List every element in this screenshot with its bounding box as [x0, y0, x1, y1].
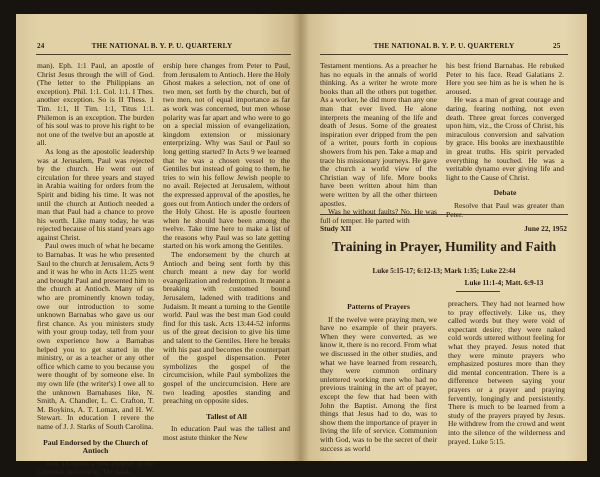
paragraph: As long as the apostolic leadership was at Jerusalem, Paul was rejected by the church. He went out of circulation for three years and stayed in Arabia waiting for orders from the Spirit and biding his time. It was not until the church at Antioch needed a man that Paul had a chance to prove his worth. Like many today, he was rejected because of his stand years ago against Christ.: [37, 146, 154, 242]
right-column-1: [320, 62, 437, 225]
section-heading: Debate: [493, 188, 517, 198]
scripture-references: Luke 5:15-17; 6:12-13; Mark 1:35; Luke 22:44: [372, 267, 516, 275]
short-rule: [456, 291, 500, 292]
paragraph: The endorsement by the church at Antioch and being sent forth by this church meant a new day for world evangelization and redemption. It meant a breaking with customed bound Jerusalem, ladened with traditions and Judaism. It meant a turning to the Gentile world. Paul was the best man God could find for this task. Acts 13:44-52 informs us of the great decision to give his time and talent to the Gentiles. Here he breaks with his past and becomes the counterpart of the gospel dispensation. Peter symbolizes the gospel of the circumcision, while Paul symbolizes the gospel of the uncircumcision. Here are two leading apostles standing and preaching on opposite sides.: [163, 250, 290, 406]
paragraph: In education Paul was the tallest and most astute thinker the New: [163, 424, 290, 442]
study-column-2: [448, 300, 565, 446]
section-heading: Patterns of Prayers: [347, 302, 410, 311]
scripture-references: Luke 11:1-4; Matt. 6:9-13: [464, 279, 544, 287]
paragraph: Testament mentions. As a preacher he has no equals in the annals of world thinking. As a writer he wrote more books than all the others put together. As a worker, he did more than any one man that ever lived. He alone interprets the meaning of the life and death of Jesus. Some of the greatest inspiration ever dripped from the pen of a writer, pours forth in copious showers from his pen. Take a map and trace his missionary journeys. He gave the church a world view of the Christian way of life. More books have been written about him than were written by all the other thirteen apostles.: [320, 61, 437, 208]
study-date: June 22, 1952: [524, 224, 567, 233]
section-heading: Paul Endorsed by the Church of Antioch: [43, 437, 148, 456]
left-page: [16, 14, 301, 477]
page-number: 24: [37, 42, 45, 50]
paragraph: Resolve that Paul was greater than Peter.: [446, 200, 564, 219]
right-column-2: [446, 62, 564, 219]
section-heading: Tallest of All: [206, 411, 247, 421]
paragraph: Acts 13 opens a new chapter in the Christian movement. The lead-: [37, 458, 154, 477]
running-head: THE NATIONAL B. Y. P. U. QUARTERLY: [373, 42, 515, 50]
paragraph: He was a man of great courage and daring, fearing nothing, not even death. Three great forces converged upon him, viz., the Cross of Christ, his miraculous conversion and salvation by grace. His books are inexhaustible in great truths. His spirit pervaded everything he touched. He was a veritable dynamo ever giving life and light to the Cause of Christ.: [446, 95, 564, 182]
header-rule: [320, 54, 568, 55]
paragraph: If the twelve were praying men, we have no example of their prayers. When they were converted, as we know it, there is no record. From what we discussed in the other studies, and what we have learned from research, they were common ordinary unlettered working men who had no previous training in the art of prayer, except the few that had been with John the Baptist. Among the first things that Jesus had to do, was to show them the importance of prayer in living the life of service. Communion with God, was to be the secret of their success as world: [320, 314, 437, 453]
section-rule: [320, 214, 568, 215]
paragraph: preachers. They had not learned how to pray effectively. Like us, they called words but they were void of expectant desire; they were naked cold words uttered without feeling for what they prayed. Jesus noted that they were minute prayers who emphasized postures more than they did mental concentration. There is a difference between saying your prayers or a prayer and praying fervently, longingly and persistently. There is much to be learned from a study of the prayers prayed by Jesus. He withdrew from the crowd and went into the silence of the wilderness and prayed. Luke 5:15.: [448, 299, 565, 446]
paragraph: man). Eph. 1:1 Paul, an apostle of Christ Jesus through the will of God. (The letter to the Philippians an exception). Phil. 1:1. Col. 1:1. I Thes. another exception. So is II Thess. 1 Tim. 1:1, II Tim. 1:1, Titus 1:1. Philemon is an exception. The burden of his soul was to prove his right to be not one of the twelve but an apostle at all.: [37, 61, 154, 148]
left-column-2: [163, 62, 290, 443]
paragraph: ership here changes from Peter to Paul, from Jerusalem to Antioch. Here the Holy Ghost makes a selection, not of one of two men, set forth by the church, but of two men, not of equal importance as far as work was concerned, but men whose polarity was far apart and who were to go on a special mission of evangelization, kingdom extension or missionary enterprizing. Why was Saul or Paul so long getting started? In Acts 9 we learned that he was a chosen vessel to the Gentiles but instead of going to them, he tries to win his fellow Jewish people to no avail. Rejected at Jerusalem, without the expressed approval of the apostles, he goes out from Antioch under the orders of the Holy Ghost. He is apostle fourteen when he should have been among the twelve. Take time here to make a list of the reasons why Paul was so late getting started on his work among the Gentiles.: [163, 61, 290, 251]
paragraph: his best friend Barnabas. He rebuked Peter to his face. Read Galatians 2. Here you see him as he is when he is aroused.: [446, 61, 564, 96]
left-column-1: [37, 62, 154, 477]
paragraph: Was he without faults? No. He was full of temper. He parted with: [320, 207, 437, 225]
study-label: Study XII: [320, 224, 352, 233]
paragraph: Paul owes much of what he became to Barnabas. It was he who presented Saul to the church at Jerusalem, Acts 9 and it was he who in Acts 11:25 went and brought Paul and presented him to the church at Antioch. Many of us who are prominently known today, owe our introduction to some unknown Barnabas who gave us our first chance. As you ministers study with your group today, tell from your own experience how a Barnabas helped you to get started in the ministry, or as a teacher or any other office which came to you because you were thought of by someone else. In my own life (the writer's) I owe all to the unknown Barnabases like, N. Smith, A. Chandler, L. C. Crafton, T. M. Boykins, A. T. Lomax, and H. W. Stewart. In education I revere the name of J. J. Starks of South Carolina.: [37, 241, 154, 431]
right-page: [301, 14, 587, 461]
running-head: THE NATIONAL B. Y. P. U. QUARTERLY: [91, 42, 233, 50]
page-number: 25: [553, 42, 561, 50]
study-title: Training in Prayer, Humility and Faith: [331, 239, 557, 254]
header-rule: [36, 54, 291, 55]
study-column-1: [320, 296, 437, 453]
